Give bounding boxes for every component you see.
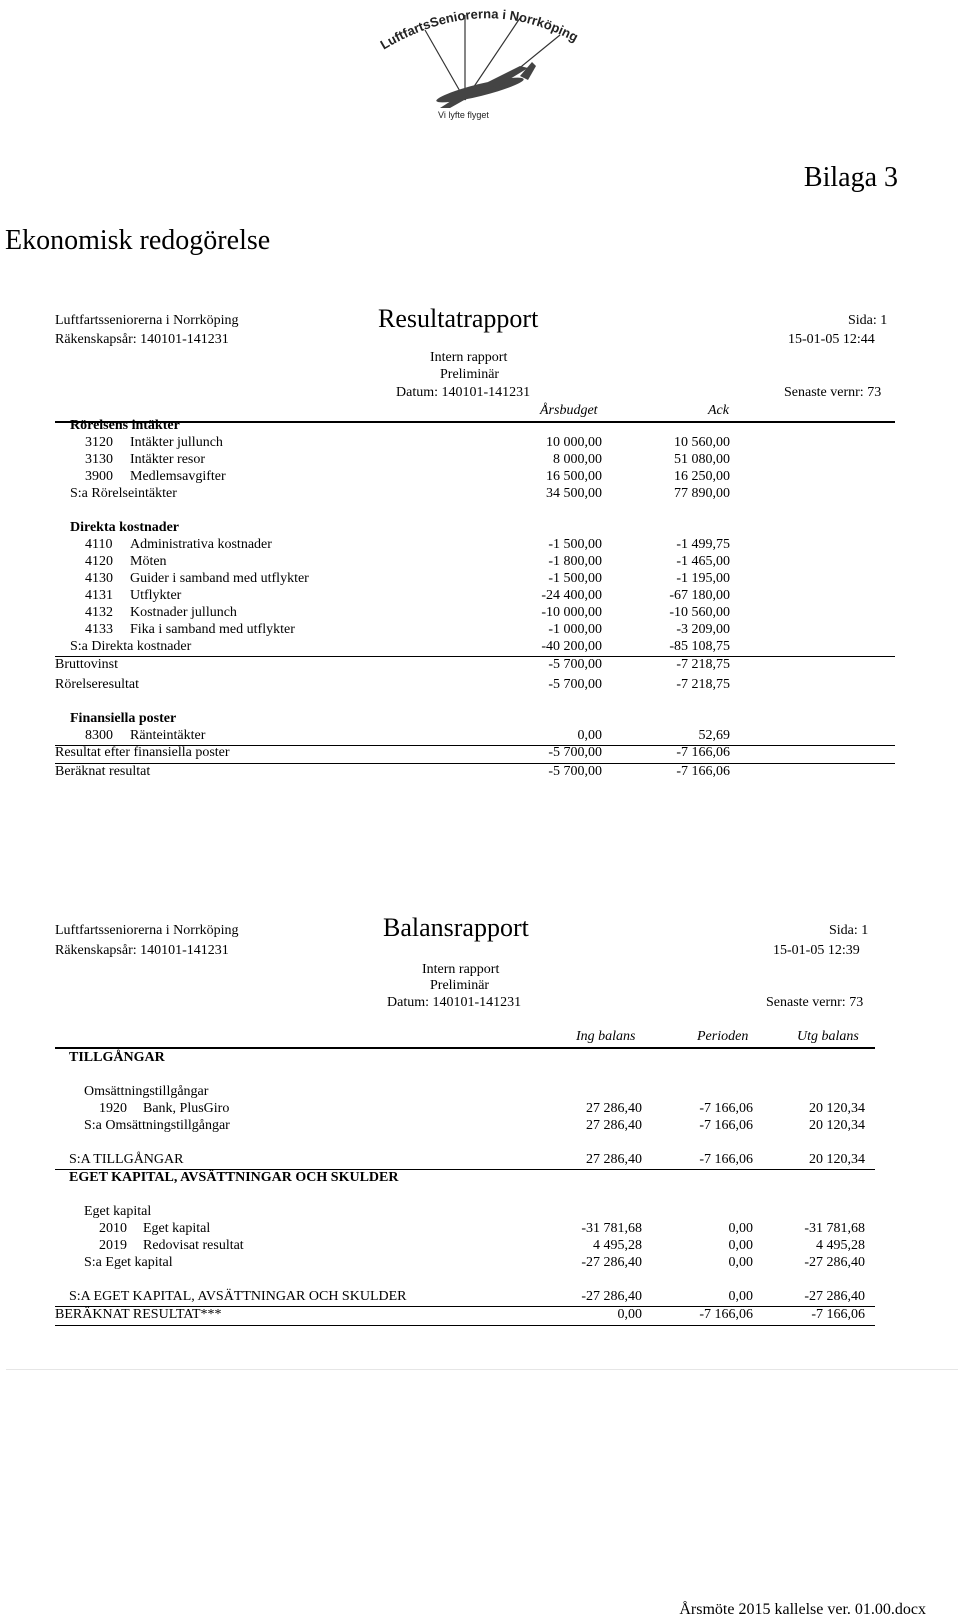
page-separator xyxy=(6,1369,958,1370)
fiscal-year: Räkenskapsår: 140101-141231 xyxy=(55,332,229,347)
budget-value: -1 000,00 xyxy=(548,622,602,637)
ing-balance-value: 4 495,28 xyxy=(593,1238,642,1253)
page-number: Sida: 1 xyxy=(829,923,869,938)
account-code: 1920 xyxy=(99,1101,127,1116)
account-code: 3130 xyxy=(85,452,113,467)
utg-balance-value: -31 781,68 xyxy=(804,1221,865,1236)
account-code: 2019 xyxy=(99,1238,127,1253)
budget-value: 0,00 xyxy=(577,728,602,743)
period-value: 0,00 xyxy=(728,1238,753,1253)
ack-value: -10 560,00 xyxy=(669,605,730,620)
total-label: BERÄKNAT RESULTAT*** xyxy=(55,1307,222,1322)
logo-tagline: Vi lyfte flyget xyxy=(438,110,489,120)
budget-value: -5 700,00 xyxy=(548,764,602,779)
header-rule xyxy=(55,421,895,423)
account-name: Utflykter xyxy=(130,588,182,603)
budget-value: -5 700,00 xyxy=(548,677,602,692)
total-label: Resultat efter finansiella poster xyxy=(55,745,230,760)
subsection-heading: Eget kapital xyxy=(84,1204,152,1219)
ack-value: 77 890,00 xyxy=(674,486,730,501)
ing-balance-value: 27 286,40 xyxy=(586,1118,642,1133)
budget-value: -1 500,00 xyxy=(548,537,602,552)
account-name: Intäkter jullunch xyxy=(130,435,223,450)
account-code: 4130 xyxy=(85,571,113,586)
total-label: Rörelseresultat xyxy=(55,677,139,692)
document-title: Ekonomisk redogörelse xyxy=(5,225,271,256)
budget-value: -40 200,00 xyxy=(541,639,602,654)
header-rule xyxy=(55,1047,875,1049)
utg-balance-value: -7 166,06 xyxy=(811,1307,865,1322)
ack-value: -1 195,00 xyxy=(676,571,730,586)
account-code: 4133 xyxy=(85,622,113,637)
budget-value: 34 500,00 xyxy=(546,486,602,501)
budget-value: 16 500,00 xyxy=(546,469,602,484)
report-status: Preliminär xyxy=(440,367,500,382)
fiscal-year: Räkenskapsår: 140101-141231 xyxy=(55,943,229,958)
section-heading: Finansiella poster xyxy=(70,711,177,726)
svg-text:LuftfartsSeniorerna i Norrköpi xyxy=(378,6,581,52)
account-code: 4132 xyxy=(85,605,113,620)
ack-value: 10 560,00 xyxy=(674,435,730,450)
org-name: Luftfartsseniorerna i Norrköping xyxy=(55,923,239,938)
account-code: 2010 xyxy=(99,1221,127,1236)
ack-value: 51 080,00 xyxy=(674,452,730,467)
utg-balance-value: -27 286,40 xyxy=(804,1255,865,1270)
ack-value: 52,69 xyxy=(698,728,730,743)
ack-value: -7 166,06 xyxy=(676,745,730,760)
utg-balance-value: 20 120,34 xyxy=(809,1101,865,1116)
ing-balance-value: 27 286,40 xyxy=(586,1152,642,1167)
ing-balance-value: -31 781,68 xyxy=(581,1221,642,1236)
account-code: 4120 xyxy=(85,554,113,569)
total-label: Beräknat resultat xyxy=(55,764,151,779)
column-header-period: Perioden xyxy=(697,1029,749,1044)
period-value: 0,00 xyxy=(728,1255,753,1270)
section-heading: EGET KAPITAL, AVSÄTTNINGAR OCH SKULDER xyxy=(69,1170,399,1185)
account-code: 3900 xyxy=(85,469,113,484)
ing-balance-value: 27 286,40 xyxy=(586,1101,642,1116)
row-rule xyxy=(55,1325,875,1326)
ack-value: -1 499,75 xyxy=(676,537,730,552)
subtotal-label: S:a Eget kapital xyxy=(84,1255,173,1270)
section-heading: Direkta kostnader xyxy=(70,520,180,535)
budget-value: -5 700,00 xyxy=(548,657,602,672)
budget-value: -10 000,00 xyxy=(541,605,602,620)
section-heading: Rörelsens intäkter xyxy=(70,418,180,433)
budget-value: 8 000,00 xyxy=(553,452,602,467)
account-name: Intäkter resor xyxy=(130,452,206,467)
ack-value: -3 209,00 xyxy=(676,622,730,637)
ack-value: -7 218,75 xyxy=(676,657,730,672)
account-name: Bank, PlusGiro xyxy=(143,1101,230,1116)
ack-value: -85 108,75 xyxy=(669,639,730,654)
account-name: Möten xyxy=(130,554,167,569)
ack-value: -7 218,75 xyxy=(676,677,730,692)
budget-value: -1 800,00 xyxy=(548,554,602,569)
account-code: 4131 xyxy=(85,588,113,603)
report-title: Resultatrapport xyxy=(378,304,539,333)
ack-value: 16 250,00 xyxy=(674,469,730,484)
account-code: 4110 xyxy=(85,537,113,552)
document-footer: Årsmöte 2015 kallelse ver. 01.00.docx xyxy=(679,1601,926,1618)
section-heading: TILLGÅNGAR xyxy=(69,1050,165,1065)
appendix-label: Bilaga 3 xyxy=(803,162,898,193)
last-voucher: Senaste vernr: 73 xyxy=(784,385,882,400)
total-label: S:A EGET KAPITAL, AVSÄTTNINGAR OCH SKULDER xyxy=(69,1289,407,1304)
subsection-heading: Omsättningstillgångar xyxy=(84,1084,209,1099)
utg-balance-value: 4 495,28 xyxy=(816,1238,865,1253)
account-name: Administrativa kostnader xyxy=(130,537,272,552)
budget-value: -24 400,00 xyxy=(541,588,602,603)
report-datetime: 15-01-05 12:39 xyxy=(773,943,860,958)
page-number: Sida: 1 xyxy=(848,313,888,328)
date-range: Datum: 140101-141231 xyxy=(387,995,522,1010)
report-datetime: 15-01-05 12:44 xyxy=(788,332,875,347)
account-name: Redovisat resultat xyxy=(143,1238,244,1253)
club-logo xyxy=(370,0,590,125)
report-status: Preliminär xyxy=(430,978,490,993)
logo-arc-text: LuftfartsSeniorerna i Norrköping xyxy=(377,6,581,53)
budget-value: -1 500,00 xyxy=(548,571,602,586)
report-title: Balansrapport xyxy=(383,913,529,942)
column-header-ing: Ing balans xyxy=(576,1029,636,1044)
period-value: -7 166,06 xyxy=(699,1307,753,1322)
utg-balance-value: 20 120,34 xyxy=(809,1152,865,1167)
ack-value: -1 465,00 xyxy=(676,554,730,569)
column-header-utg: Utg balans xyxy=(797,1029,859,1044)
report-subtitle: Intern rapport xyxy=(422,962,500,977)
account-name: Eget kapital xyxy=(143,1221,211,1236)
ing-balance-value: -27 286,40 xyxy=(581,1255,642,1270)
column-header-budget: Årsbudget xyxy=(540,403,598,418)
account-code: 8300 xyxy=(85,728,113,743)
org-name: Luftfartsseniorerna i Norrköping xyxy=(55,313,239,328)
ack-value: -7 166,06 xyxy=(676,764,730,779)
report-subtitle: Intern rapport xyxy=(430,350,508,365)
last-voucher: Senaste vernr: 73 xyxy=(766,995,864,1010)
period-value: 0,00 xyxy=(728,1289,753,1304)
period-value: -7 166,06 xyxy=(699,1152,753,1167)
period-value: -7 166,06 xyxy=(699,1101,753,1116)
budget-value: -5 700,00 xyxy=(548,745,602,760)
account-name: Ränteintäkter xyxy=(130,728,206,743)
ack-value: -67 180,00 xyxy=(669,588,730,603)
account-name: Medlemsavgifter xyxy=(130,469,226,484)
utg-balance-value: -27 286,40 xyxy=(804,1289,865,1304)
total-label: S:A TILLGÅNGAR xyxy=(69,1152,184,1167)
account-code: 3120 xyxy=(85,435,113,450)
subtotal-label: S:a Omsättningstillgångar xyxy=(84,1118,230,1133)
period-value: 0,00 xyxy=(728,1221,753,1236)
budget-value: 10 000,00 xyxy=(546,435,602,450)
ing-balance-value: -27 286,40 xyxy=(581,1289,642,1304)
total-label: Bruttovinst xyxy=(55,657,119,672)
utg-balance-value: 20 120,34 xyxy=(809,1118,865,1133)
ing-balance-value: 0,00 xyxy=(617,1307,642,1322)
column-header-ack: Ack xyxy=(708,403,729,418)
period-value: -7 166,06 xyxy=(699,1118,753,1133)
account-name: Guider i samband med utflykter xyxy=(130,571,309,586)
account-name: Fika i samband med utflykter xyxy=(130,622,295,637)
date-range: Datum: 140101-141231 xyxy=(396,385,531,400)
subtotal-label: S:a Rörelseintäkter xyxy=(70,486,177,501)
subtotal-label: S:a Direkta kostnader xyxy=(70,639,192,654)
account-name: Kostnader jullunch xyxy=(130,605,237,620)
